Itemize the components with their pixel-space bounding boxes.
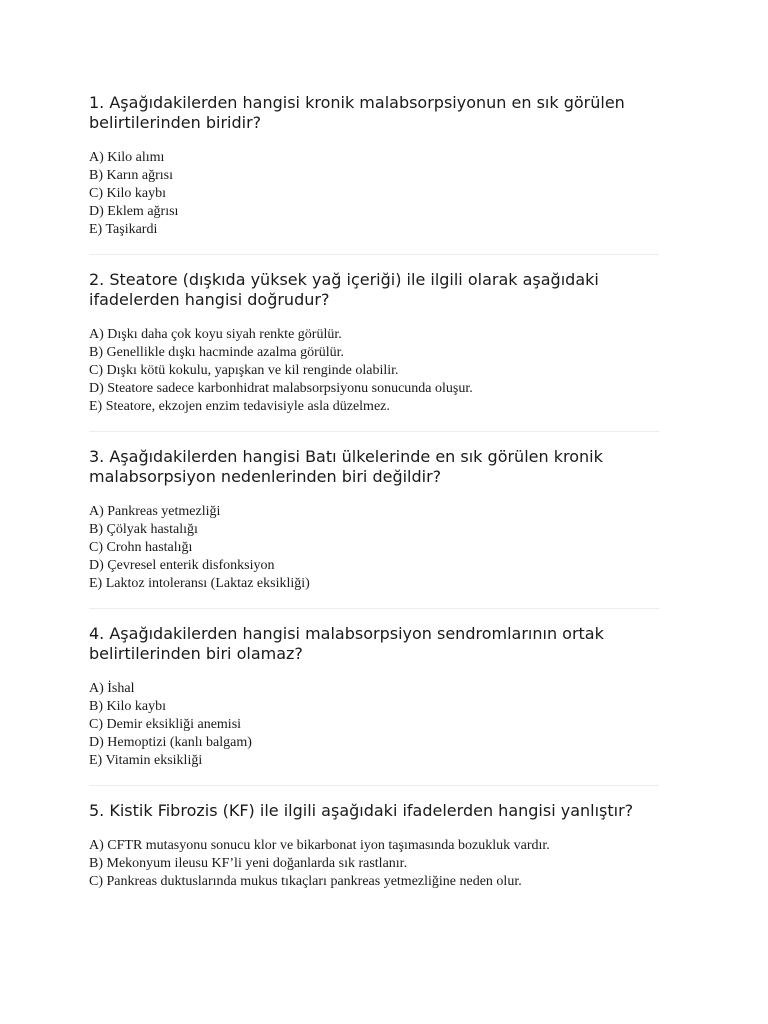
question-2 bbox=[89, 270, 659, 432]
option-b: B) Kilo kaybı bbox=[89, 699, 166, 714]
question-3 bbox=[89, 447, 659, 609]
question-1 bbox=[89, 93, 659, 255]
option-b: B) Genellikle dışkı hacminde azalma görülür. bbox=[89, 345, 345, 360]
option-a: A) İshal bbox=[89, 681, 135, 696]
document-page bbox=[89, 93, 659, 921]
option-d: D) Steatore sadece karbonhidrat malabsorpsiyonu sonucunda oluşur. bbox=[89, 381, 473, 396]
option-b: B) Karın ağrısı bbox=[89, 168, 173, 183]
option-c: C) Demir eksikliği anemisi bbox=[89, 717, 242, 732]
option-a: A) CFTR mutasyonu sonucu klor ve bikarbonat iyon taşımasında bozukluk vardır. bbox=[89, 838, 550, 853]
option-e: E) Laktoz intoleransı (Laktaz eksikliği) bbox=[89, 576, 310, 591]
question-5 bbox=[89, 801, 659, 906]
question-title: 3. Aşağıdakilerden hangisi Batı ülkelerinde en sık görülen kronik malabsorpsiyon nedenlerinden biri değildir? bbox=[89, 447, 603, 486]
option-e: E) Vitamin eksikliği bbox=[89, 753, 203, 768]
option-d: D) Çevresel enterik disfonksiyon bbox=[89, 558, 275, 573]
option-b: B) Çölyak hastalığı bbox=[89, 522, 198, 537]
option-list bbox=[89, 837, 659, 891]
option-d: D) Hemoptizi (kanlı balgam) bbox=[89, 735, 252, 750]
option-list bbox=[89, 149, 659, 239]
option-c: C) Crohn hastalığı bbox=[89, 540, 193, 555]
question-title: 1. Aşağıdakilerden hangisi kronik malabsorpsiyonun en sık görülen belirtilerinden biridir? bbox=[89, 93, 625, 132]
option-b: B) Mekonyum ileusu KF’li yeni doğanlarda sık rastlanır. bbox=[89, 856, 408, 871]
option-d: D) Eklem ağrısı bbox=[89, 204, 179, 219]
option-list bbox=[89, 326, 659, 416]
option-a: A) Pankreas yetmezliği bbox=[89, 504, 221, 519]
question-title: 5. Kistik Fibrozis (KF) ile ilgili aşağıdaki ifadelerden hangisi yanlıştır? bbox=[89, 801, 634, 820]
option-a: A) Kilo alımı bbox=[89, 150, 165, 165]
question-4 bbox=[89, 624, 659, 786]
option-e: E) Taşikardi bbox=[89, 222, 158, 237]
option-e: E) Steatore, ekzojen enzim tedavisiyle asla düzelmez. bbox=[89, 399, 390, 414]
option-list bbox=[89, 503, 659, 593]
question-title: 2. Steatore (dışkıda yüksek yağ içeriği) ile ilgili olarak aşağıdaki ifadelerden hangisi doğrudur? bbox=[89, 270, 599, 309]
option-c: C) Pankreas duktuslarında mukus tıkaçları pankreas yetmezliğine neden olur. bbox=[89, 874, 522, 889]
option-c: C) Dışkı kötü kokulu, yapışkan ve kil renginde olabilir. bbox=[89, 363, 399, 378]
option-list bbox=[89, 680, 659, 770]
question-title: 4. Aşağıdakilerden hangisi malabsorpsiyon sendromlarının ortak belirtilerinden biri olamaz? bbox=[89, 624, 604, 663]
option-c: C) Kilo kaybı bbox=[89, 186, 166, 201]
option-a: A) Dışkı daha çok koyu siyah renkte görülür. bbox=[89, 327, 342, 342]
